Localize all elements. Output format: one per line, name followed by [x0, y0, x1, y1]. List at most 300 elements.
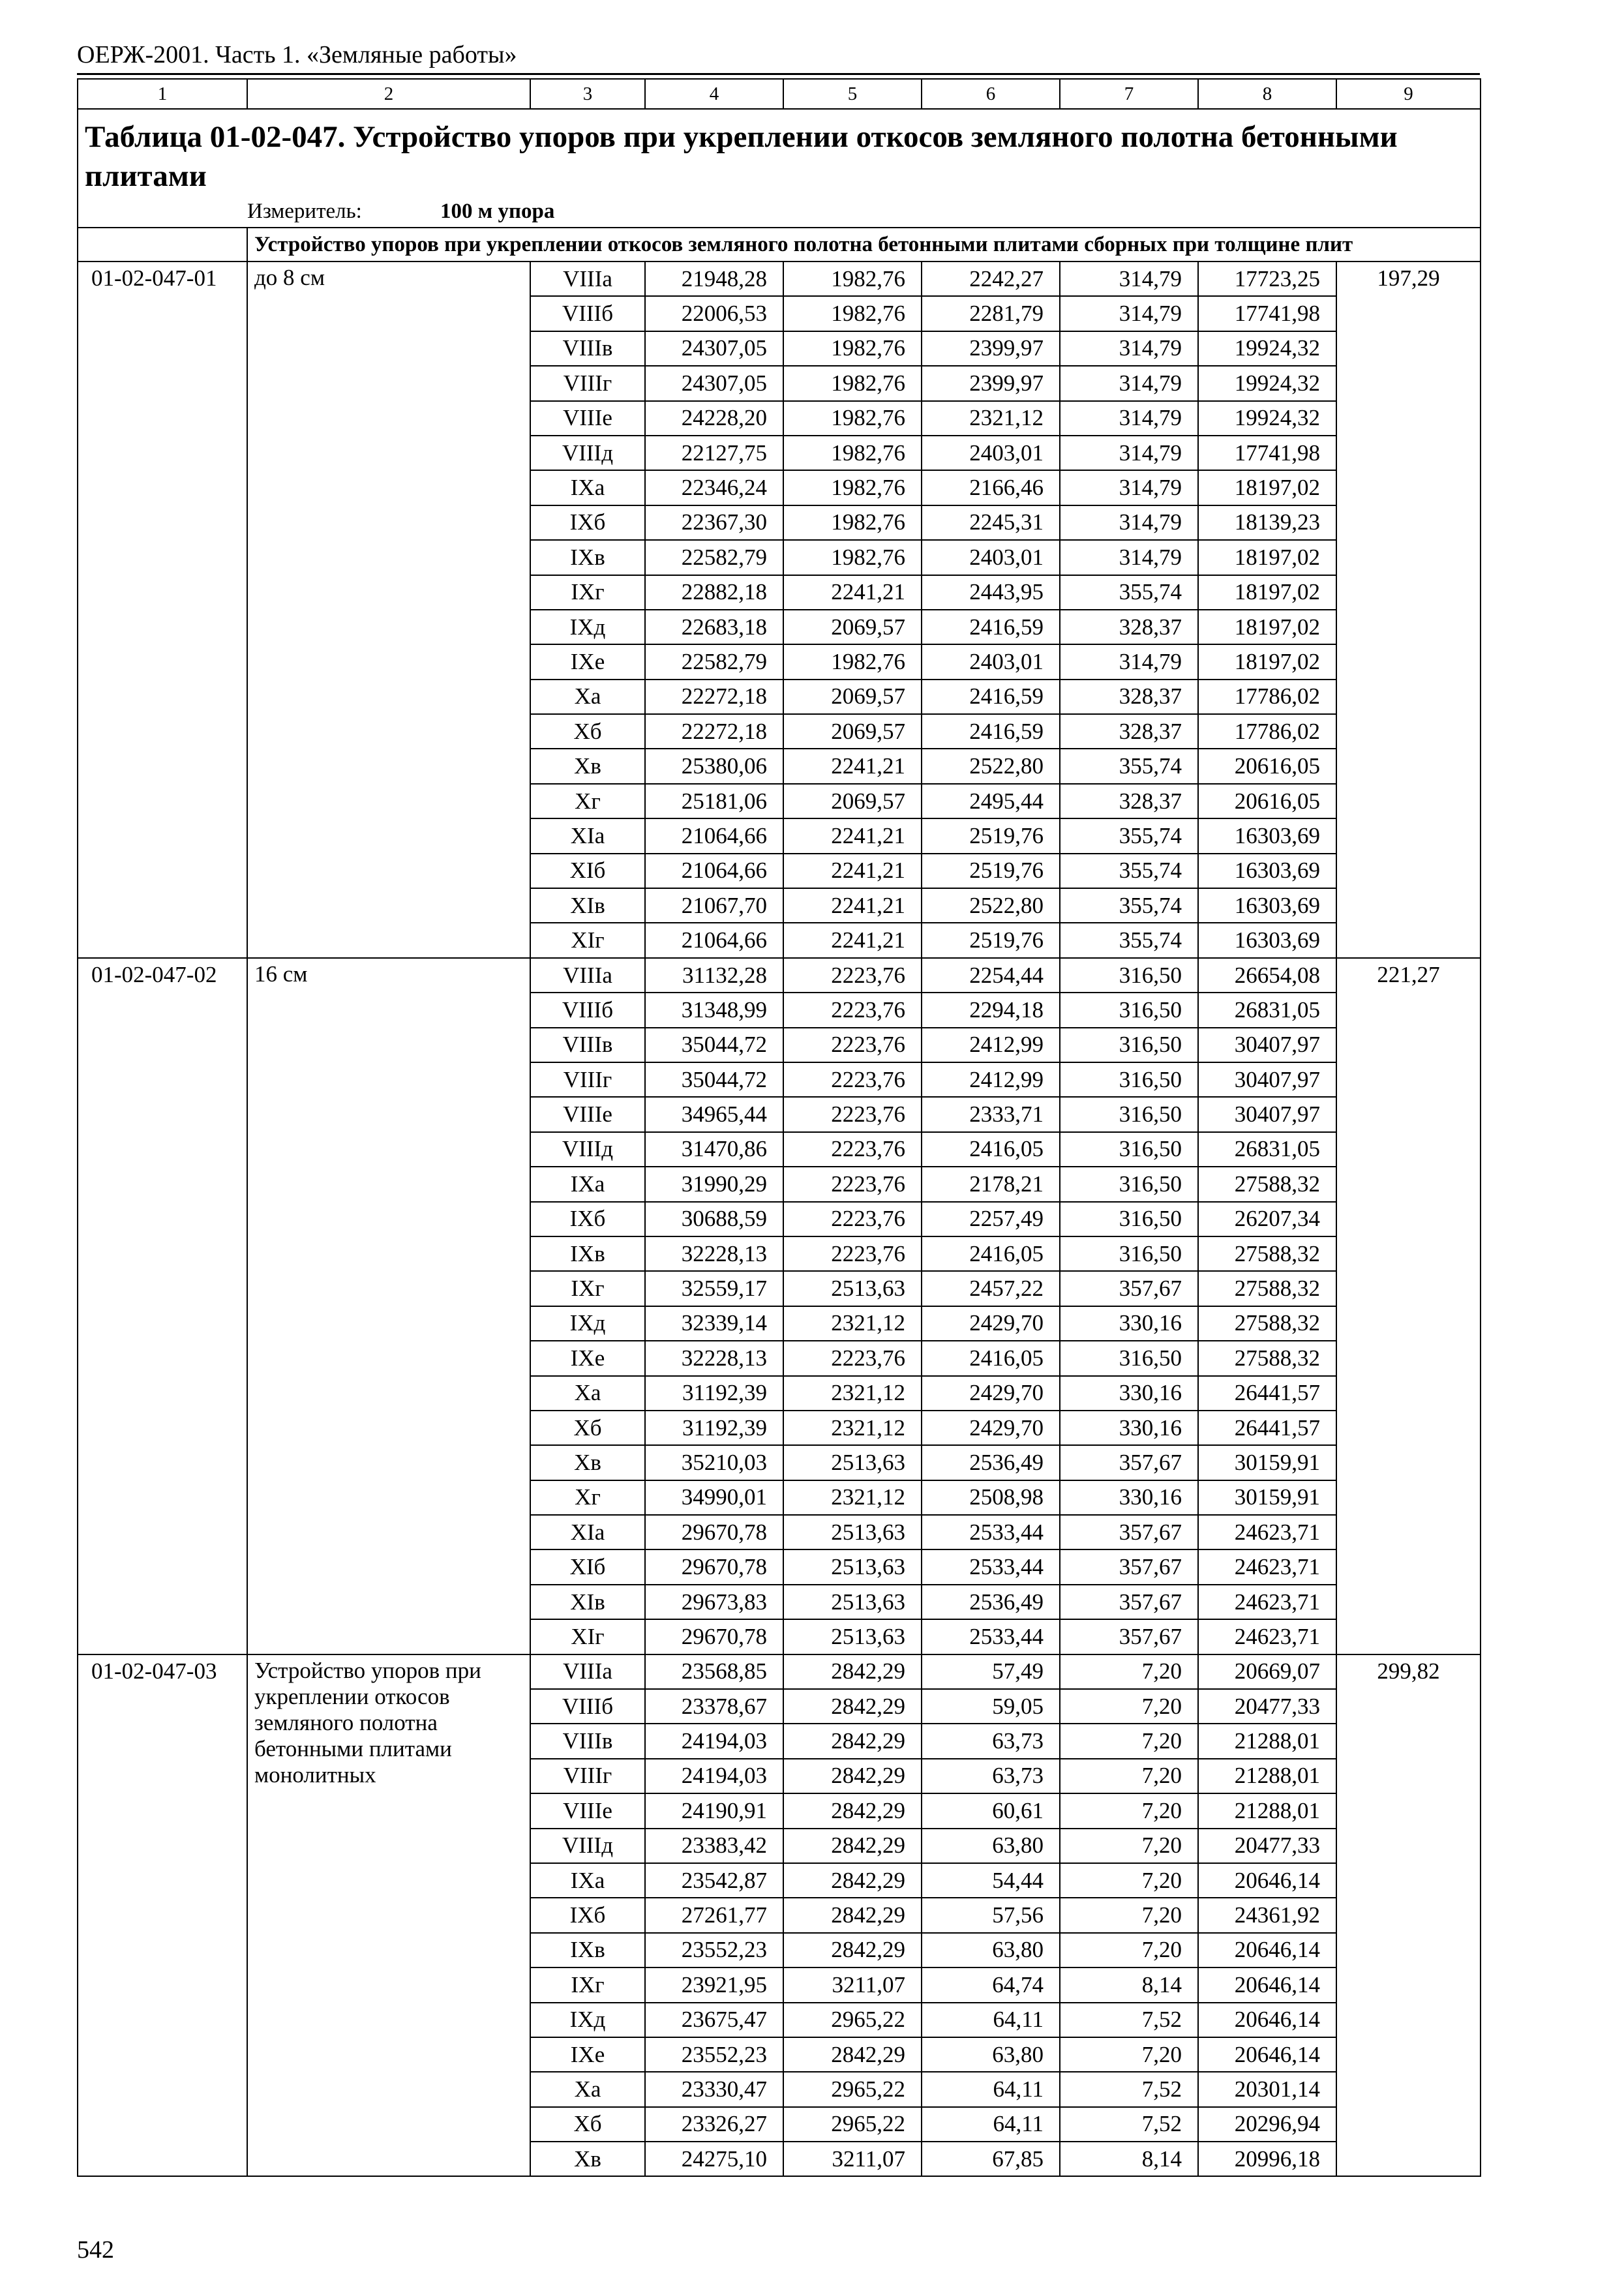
value-cell: 22346,24 — [645, 470, 783, 505]
value-cell: 2536,49 — [922, 1585, 1060, 1619]
value-cell: 7,20 — [1060, 1689, 1198, 1724]
unit-value: 100 м упора — [440, 200, 555, 223]
value-cell: 2429,70 — [922, 1376, 1060, 1411]
value-cell: 2069,57 — [783, 610, 922, 644]
zone-cell: VIIIе — [530, 1097, 645, 1131]
value-cell: 17786,02 — [1198, 680, 1336, 714]
value-cell: 330,16 — [1060, 1480, 1198, 1515]
value-cell: 330,16 — [1060, 1411, 1198, 1445]
value-cell: 24307,05 — [645, 331, 783, 366]
zone-cell: VIIIг — [530, 1062, 645, 1097]
value-cell: 30688,59 — [645, 1202, 783, 1236]
value-cell: 60,61 — [922, 1793, 1060, 1828]
value-cell: 314,79 — [1060, 436, 1198, 470]
value-cell: 32228,13 — [645, 1341, 783, 1375]
value-cell: 24623,71 — [1198, 1585, 1336, 1619]
value-cell: 18197,02 — [1198, 644, 1336, 679]
value-cell: 21288,01 — [1198, 1759, 1336, 1793]
zone-cell: IXд — [530, 1306, 645, 1341]
value-cell: 21067,70 — [645, 888, 783, 923]
value-cell: 19924,32 — [1198, 401, 1336, 436]
value-cell: 22683,18 — [645, 610, 783, 644]
zone-cell: IXб — [530, 1898, 645, 1932]
value-cell: 23552,23 — [645, 1933, 783, 1967]
zone-cell: VIIIд — [530, 436, 645, 470]
value-cell: 19924,32 — [1198, 331, 1336, 366]
value-cell: 2513,63 — [783, 1445, 922, 1480]
column-number: 8 — [1198, 79, 1336, 109]
value-cell: 1982,76 — [783, 436, 922, 470]
unit-label: Измеритель: — [247, 200, 362, 223]
value-cell: 2241,21 — [783, 923, 922, 957]
value-cell: 2495,44 — [922, 784, 1060, 818]
value-cell: 31132,28 — [645, 958, 783, 993]
zone-cell: Xб — [530, 714, 645, 749]
value-cell: 1982,76 — [783, 296, 922, 331]
value-cell: 1982,76 — [783, 505, 922, 540]
table-row — [78, 958, 1481, 993]
value-cell: 25380,06 — [645, 749, 783, 783]
value-cell: 20301,14 — [1198, 2072, 1336, 2106]
value-cell: 27588,32 — [1198, 1271, 1336, 1306]
value-cell: 355,74 — [1060, 854, 1198, 888]
value-cell: 2321,12 — [783, 1376, 922, 1411]
value-cell: 64,11 — [922, 2107, 1060, 2142]
value-cell: 63,80 — [922, 1933, 1060, 1967]
value-cell: 24623,71 — [1198, 1515, 1336, 1549]
value-cell: 30407,97 — [1198, 1062, 1336, 1097]
value-cell: 328,37 — [1060, 784, 1198, 818]
value-cell: 2842,29 — [783, 1759, 922, 1793]
column-number: 7 — [1060, 79, 1198, 109]
value-cell: 355,74 — [1060, 575, 1198, 610]
value-cell: 1982,76 — [783, 644, 922, 679]
value-cell: 2842,29 — [783, 2037, 922, 2072]
value-cell: 2416,05 — [922, 1236, 1060, 1271]
value-cell: 2321,12 — [783, 1411, 922, 1445]
value-cell: 357,67 — [1060, 1549, 1198, 1584]
value-cell: 2069,57 — [783, 784, 922, 818]
value-cell: 18197,02 — [1198, 610, 1336, 644]
value-cell: 22367,30 — [645, 505, 783, 540]
value-cell: 27588,32 — [1198, 1236, 1336, 1271]
value-cell: 1982,76 — [783, 366, 922, 400]
value-cell: 67,85 — [922, 2142, 1060, 2176]
value-cell: 2416,59 — [922, 680, 1060, 714]
table-title-row — [78, 109, 1481, 196]
value-cell: 355,74 — [1060, 749, 1198, 783]
zone-cell: XIв — [530, 888, 645, 923]
value-cell: 2241,21 — [783, 818, 922, 853]
value-cell: 2522,80 — [922, 888, 1060, 923]
value-cell: 7,20 — [1060, 1933, 1198, 1967]
value-cell: 2429,70 — [922, 1306, 1060, 1341]
zone-cell: IXв — [530, 1933, 645, 1967]
value-cell: 63,73 — [922, 1724, 1060, 1758]
value-cell: 23330,47 — [645, 2072, 783, 2106]
value-cell: 7,20 — [1060, 1654, 1198, 1689]
value-cell: 25181,06 — [645, 784, 783, 818]
value-cell: 1982,76 — [783, 540, 922, 575]
value-cell: 2533,44 — [922, 1515, 1060, 1549]
zone-cell: Xб — [530, 1411, 645, 1445]
zone-cell: IXе — [530, 2037, 645, 2072]
value-cell: 18197,02 — [1198, 575, 1336, 610]
value-cell: 32559,17 — [645, 1271, 783, 1306]
value-cell: 29670,78 — [645, 1619, 783, 1654]
value-cell: 314,79 — [1060, 470, 1198, 505]
value-cell: 316,50 — [1060, 1236, 1198, 1271]
value-cell: 24361,92 — [1198, 1898, 1336, 1932]
value-cell: 2519,76 — [922, 854, 1060, 888]
value-cell: 29673,83 — [645, 1585, 783, 1619]
zone-cell: VIIIв — [530, 331, 645, 366]
table-body — [78, 79, 1481, 2176]
value-cell: 23675,47 — [645, 2003, 783, 2037]
unit-spacer — [78, 196, 247, 228]
value-cell: 16303,69 — [1198, 923, 1336, 957]
value-cell: 2223,76 — [783, 958, 922, 993]
value-cell: 316,50 — [1060, 1341, 1198, 1375]
value-cell: 2069,57 — [783, 714, 922, 749]
column-number: 5 — [783, 79, 922, 109]
zone-cell: Xв — [530, 749, 645, 783]
value-cell: 2443,95 — [922, 575, 1060, 610]
value-cell: 27261,77 — [645, 1898, 783, 1932]
value-cell: 316,50 — [1060, 993, 1198, 1027]
zone-cell: XIг — [530, 1619, 645, 1654]
value-cell: 20477,33 — [1198, 1829, 1336, 1863]
value-cell: 7,20 — [1060, 1863, 1198, 1898]
column-number: 9 — [1336, 79, 1481, 109]
value-cell: 2321,12 — [783, 1480, 922, 1515]
section-title: Устройство упоров при укреплении откосов земляного полотна бетонными плитами сборных при толщине плит — [247, 228, 1481, 262]
value-cell: 35044,72 — [645, 1028, 783, 1062]
value-cell: 24275,10 — [645, 2142, 783, 2176]
value-cell: 18139,23 — [1198, 505, 1336, 540]
value-cell: 17786,02 — [1198, 714, 1336, 749]
value-cell: 23383,42 — [645, 1829, 783, 1863]
value-cell: 2069,57 — [783, 680, 922, 714]
value-cell: 8,14 — [1060, 1967, 1198, 2002]
value-cell: 26831,05 — [1198, 993, 1336, 1027]
value-cell: 2519,76 — [922, 923, 1060, 957]
value-cell: 17741,98 — [1198, 296, 1336, 331]
value-cell: 2223,76 — [783, 1167, 922, 1201]
value-cell: 2533,44 — [922, 1549, 1060, 1584]
page-number: 542 — [77, 2236, 114, 2264]
value-cell: 21064,66 — [645, 818, 783, 853]
value-cell: 2416,59 — [922, 714, 1060, 749]
value-cell: 314,79 — [1060, 401, 1198, 436]
value-cell: 314,79 — [1060, 366, 1198, 400]
section-row — [78, 228, 1481, 262]
zone-cell: VIIIе — [530, 1793, 645, 1828]
value-cell: 24194,03 — [645, 1724, 783, 1758]
value-cell: 34990,01 — [645, 1480, 783, 1515]
zone-cell: Xб — [530, 2107, 645, 2142]
value-cell: 7,52 — [1060, 2107, 1198, 2142]
value-cell: 2333,71 — [922, 1097, 1060, 1131]
value-cell: 314,79 — [1060, 644, 1198, 679]
value-cell: 20646,14 — [1198, 2037, 1336, 2072]
value-cell: 357,67 — [1060, 1445, 1198, 1480]
zone-cell: IXб — [530, 1202, 645, 1236]
value-cell: 21064,66 — [645, 854, 783, 888]
value-cell: 2166,46 — [922, 470, 1060, 505]
value-cell: 18197,02 — [1198, 470, 1336, 505]
value-cell: 2965,22 — [783, 2003, 922, 2037]
value-cell: 26654,08 — [1198, 958, 1336, 993]
value-cell: 2513,63 — [783, 1585, 922, 1619]
zone-cell: IXд — [530, 2003, 645, 2037]
value-cell: 31192,39 — [645, 1376, 783, 1411]
value-cell: 2519,76 — [922, 818, 1060, 853]
value-cell: 2416,05 — [922, 1132, 1060, 1167]
value-cell: 57,49 — [922, 1654, 1060, 1689]
column-number: 1 — [78, 79, 247, 109]
value-cell: 328,37 — [1060, 714, 1198, 749]
value-cell: 2223,76 — [783, 1028, 922, 1062]
rate-code: 01-02-047-01 — [78, 262, 247, 958]
value-cell: 27588,32 — [1198, 1341, 1336, 1375]
zone-cell: IXа — [530, 470, 645, 505]
value-cell: 2522,80 — [922, 749, 1060, 783]
zone-cell: VIIIа — [530, 262, 645, 296]
value-cell: 314,79 — [1060, 505, 1198, 540]
zone-cell: Xа — [530, 1376, 645, 1411]
value-cell: 23326,27 — [645, 2107, 783, 2142]
value-cell: 2513,63 — [783, 1515, 922, 1549]
value-cell: 29670,78 — [645, 1549, 783, 1584]
value-cell: 2842,29 — [783, 1654, 922, 1689]
value-cell: 35210,03 — [645, 1445, 783, 1480]
value-cell: 2399,97 — [922, 331, 1060, 366]
value-cell: 316,50 — [1060, 1202, 1198, 1236]
value-cell: 2513,63 — [783, 1271, 922, 1306]
value-cell: 2294,18 — [922, 993, 1060, 1027]
value-cell: 2842,29 — [783, 1898, 922, 1932]
unit-info — [247, 196, 1481, 228]
value-cell: 314,79 — [1060, 540, 1198, 575]
value-cell: 21948,28 — [645, 262, 783, 296]
value-cell: 22127,75 — [645, 436, 783, 470]
value-cell: 2241,21 — [783, 888, 922, 923]
value-cell: 2513,63 — [783, 1549, 922, 1584]
value-cell: 2965,22 — [783, 2072, 922, 2106]
table-row — [78, 262, 1481, 296]
zone-cell: IXд — [530, 610, 645, 644]
value-cell: 357,67 — [1060, 1585, 1198, 1619]
running-header: ОЕРЖ-2001. Часть 1. «Земляные работы» — [77, 41, 517, 68]
value-cell: 22582,79 — [645, 644, 783, 679]
value-cell: 20616,05 — [1198, 749, 1336, 783]
value-cell: 2416,59 — [922, 610, 1060, 644]
value-cell: 1982,76 — [783, 262, 922, 296]
value-cell: 357,67 — [1060, 1271, 1198, 1306]
zone-cell: VIIIб — [530, 993, 645, 1027]
zone-cell: VIIIв — [530, 1724, 645, 1758]
value-cell: 328,37 — [1060, 610, 1198, 644]
value-cell: 2965,22 — [783, 2107, 922, 2142]
value-cell: 2513,63 — [783, 1619, 922, 1654]
value-cell: 2223,76 — [783, 993, 922, 1027]
zone-cell: VIIIв — [530, 1028, 645, 1062]
col9-value: 221,27 — [1336, 958, 1481, 1654]
value-cell: 2416,05 — [922, 1341, 1060, 1375]
column-number: 2 — [247, 79, 530, 109]
value-cell: 2241,21 — [783, 749, 922, 783]
value-cell: 22006,53 — [645, 296, 783, 331]
value-cell: 22272,18 — [645, 714, 783, 749]
value-cell: 2842,29 — [783, 1863, 922, 1898]
value-cell: 23921,95 — [645, 1967, 783, 2002]
value-cell: 30159,91 — [1198, 1445, 1336, 1480]
value-cell: 26441,57 — [1198, 1376, 1336, 1411]
value-cell: 2536,49 — [922, 1445, 1060, 1480]
value-cell: 2223,76 — [783, 1202, 922, 1236]
value-cell: 355,74 — [1060, 888, 1198, 923]
value-cell: 355,74 — [1060, 818, 1198, 853]
section-spacer — [78, 228, 247, 262]
value-cell: 32339,14 — [645, 1306, 783, 1341]
value-cell: 314,79 — [1060, 331, 1198, 366]
zone-cell: IXб — [530, 505, 645, 540]
value-cell: 8,14 — [1060, 2142, 1198, 2176]
value-cell: 63,73 — [922, 1759, 1060, 1793]
value-cell: 31348,99 — [645, 993, 783, 1027]
column-number: 4 — [645, 79, 783, 109]
value-cell: 2403,01 — [922, 644, 1060, 679]
value-cell: 2257,49 — [922, 1202, 1060, 1236]
zone-cell: XIа — [530, 1515, 645, 1549]
value-cell: 64,11 — [922, 2003, 1060, 2037]
value-cell: 34965,44 — [645, 1097, 783, 1131]
value-cell: 21288,01 — [1198, 1724, 1336, 1758]
value-cell: 2241,21 — [783, 575, 922, 610]
value-cell: 2842,29 — [783, 1724, 922, 1758]
value-cell: 24190,91 — [645, 1793, 783, 1828]
value-cell: 20296,94 — [1198, 2107, 1336, 2142]
value-cell: 2242,27 — [922, 262, 1060, 296]
zone-cell: VIIIд — [530, 1132, 645, 1167]
value-cell: 2223,76 — [783, 1236, 922, 1271]
zone-cell: XIб — [530, 854, 645, 888]
value-cell: 1982,76 — [783, 470, 922, 505]
value-cell: 316,50 — [1060, 1132, 1198, 1167]
rate-description: до 8 см — [247, 262, 530, 958]
unit-row — [78, 196, 1481, 228]
col9-value: 299,82 — [1336, 1654, 1481, 2177]
value-cell: 2412,99 — [922, 1062, 1060, 1097]
value-cell: 20669,07 — [1198, 1654, 1336, 1689]
zone-cell: IXа — [530, 1863, 645, 1898]
zone-cell: Xв — [530, 1445, 645, 1480]
value-cell: 24623,71 — [1198, 1549, 1336, 1584]
zone-cell: VIIIб — [530, 1689, 645, 1724]
value-cell: 30407,97 — [1198, 1097, 1336, 1131]
value-cell: 2457,22 — [922, 1271, 1060, 1306]
value-cell: 1982,76 — [783, 401, 922, 436]
zone-cell: IXа — [530, 1167, 645, 1201]
value-cell: 54,44 — [922, 1863, 1060, 1898]
value-cell: 64,11 — [922, 2072, 1060, 2106]
value-cell: 19924,32 — [1198, 366, 1336, 400]
zone-cell: VIIIе — [530, 401, 645, 436]
rates-table — [77, 78, 1481, 2177]
value-cell: 24228,20 — [645, 401, 783, 436]
value-cell: 23542,87 — [645, 1863, 783, 1898]
value-cell: 20616,05 — [1198, 784, 1336, 818]
value-cell: 2281,79 — [922, 296, 1060, 331]
value-cell: 59,05 — [922, 1689, 1060, 1724]
value-cell: 2429,70 — [922, 1411, 1060, 1445]
value-cell: 328,37 — [1060, 680, 1198, 714]
value-cell: 21064,66 — [645, 923, 783, 957]
column-number: 3 — [530, 79, 645, 109]
value-cell: 63,80 — [922, 2037, 1060, 2072]
value-cell: 18197,02 — [1198, 540, 1336, 575]
value-cell: 2223,76 — [783, 1062, 922, 1097]
column-number-row — [78, 79, 1481, 109]
zone-cell: Xв — [530, 2142, 645, 2176]
value-cell: 24623,71 — [1198, 1619, 1336, 1654]
value-cell: 30159,91 — [1198, 1480, 1336, 1515]
value-cell: 17741,98 — [1198, 436, 1336, 470]
value-cell: 57,56 — [922, 1898, 1060, 1932]
value-cell: 3211,07 — [783, 2142, 922, 2176]
rate-description: Устройство упоров при укреплении откосов земляного полотна бетонными плитами монолитных — [247, 1654, 530, 2177]
value-cell: 2321,12 — [783, 1306, 922, 1341]
value-cell: 2403,01 — [922, 436, 1060, 470]
value-cell: 31990,29 — [645, 1167, 783, 1201]
column-number: 6 — [922, 79, 1060, 109]
zone-cell: VIIIа — [530, 1654, 645, 1689]
value-cell: 31470,86 — [645, 1132, 783, 1167]
value-cell: 20646,14 — [1198, 1863, 1336, 1898]
zone-cell: VIIIд — [530, 1829, 645, 1863]
value-cell: 3211,07 — [783, 1967, 922, 2002]
col9-value: 197,29 — [1336, 262, 1481, 958]
value-cell: 2533,44 — [922, 1619, 1060, 1654]
value-cell: 2178,21 — [922, 1167, 1060, 1201]
value-cell: 2399,97 — [922, 366, 1060, 400]
value-cell: 29670,78 — [645, 1515, 783, 1549]
value-cell: 7,20 — [1060, 1759, 1198, 1793]
value-cell: 31192,39 — [645, 1411, 783, 1445]
value-cell: 2223,76 — [783, 1341, 922, 1375]
value-cell: 2241,21 — [783, 854, 922, 888]
rate-description: 16 см — [247, 958, 530, 1654]
zone-cell: VIIIб — [530, 296, 645, 331]
value-cell: 314,79 — [1060, 296, 1198, 331]
value-cell: 20477,33 — [1198, 1689, 1336, 1724]
value-cell: 24194,03 — [645, 1759, 783, 1793]
value-cell: 2223,76 — [783, 1097, 922, 1131]
value-cell: 2412,99 — [922, 1028, 1060, 1062]
zone-cell: VIIIг — [530, 1759, 645, 1793]
zone-cell: Xг — [530, 784, 645, 818]
value-cell: 21288,01 — [1198, 1793, 1336, 1828]
zone-cell: IXг — [530, 1967, 645, 2002]
zone-cell: XIв — [530, 1585, 645, 1619]
table-title: Таблица 01-02-047. Устройство упоров при укреплении откосов земляного полотна бетонными плитами — [78, 109, 1481, 196]
value-cell: 27588,32 — [1198, 1306, 1336, 1341]
value-cell: 20646,14 — [1198, 1967, 1336, 2002]
table-row — [78, 1654, 1481, 1689]
value-cell: 2842,29 — [783, 1793, 922, 1828]
value-cell: 63,80 — [922, 1829, 1060, 1863]
